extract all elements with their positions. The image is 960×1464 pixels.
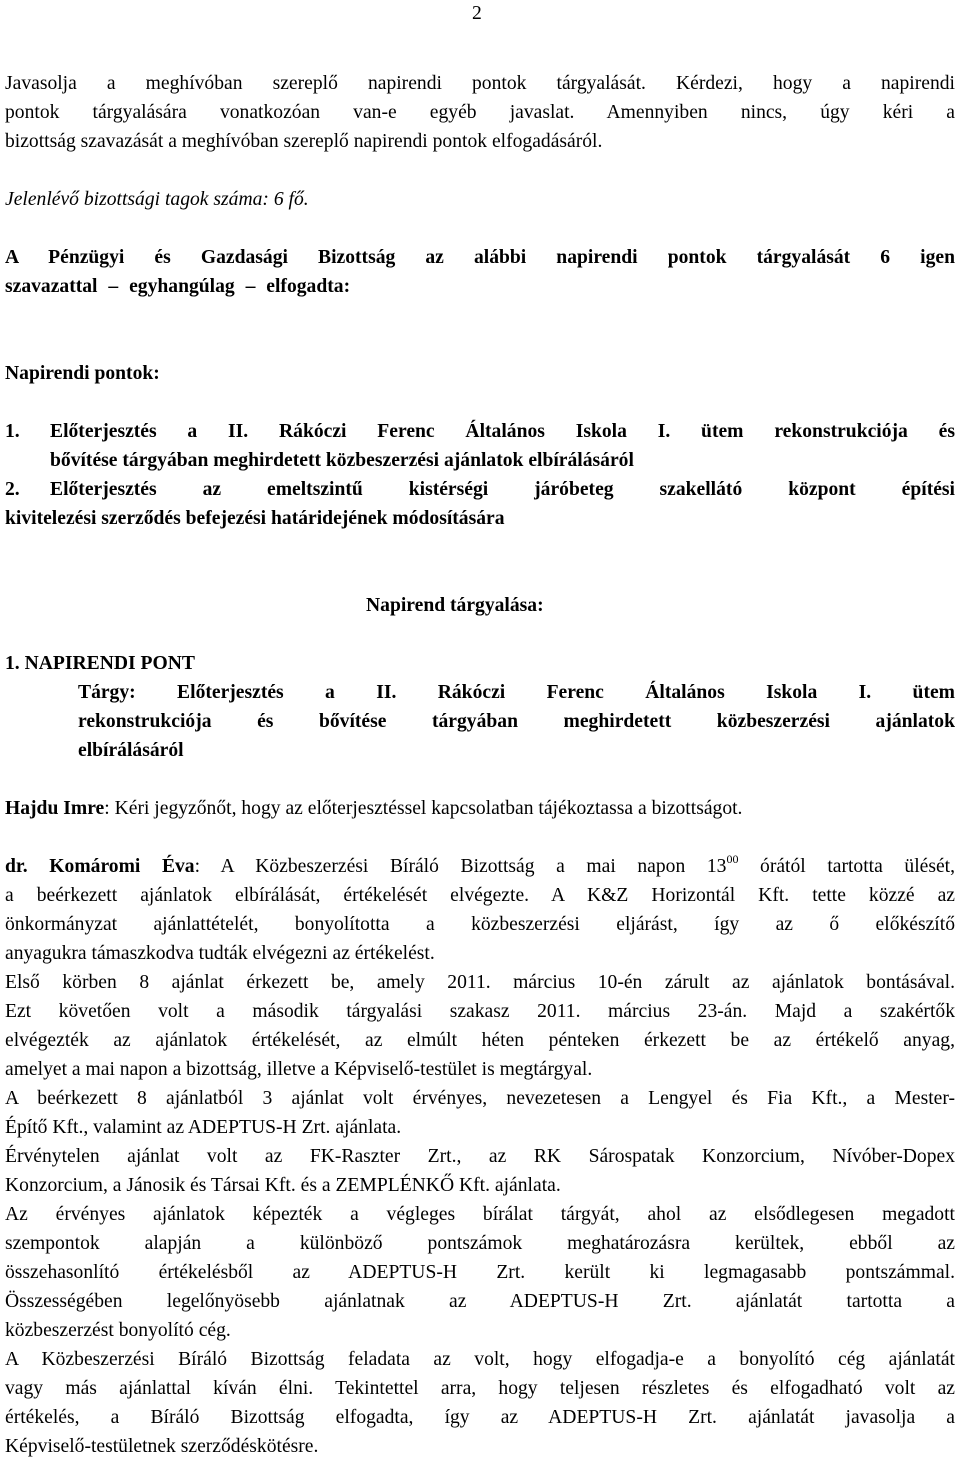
page-number: 2 [472,3,482,24]
agenda-item-1-number: 1. [5,421,20,442]
komaromi-line: önkormányzat ajánlattételét, bonyolította a közbeszerzési eljárást, így az ő előkészítő [5,914,955,935]
agenda-item-2-number: 2. [5,479,20,500]
komaromi-line: közbeszerzést bonyolító cég. [5,1320,231,1341]
komaromi-line: Az érvényes ajánlatok képezték a végleges bírálat tárgyát, ahol az elsődlegesen megadott [5,1204,955,1225]
speaker-title: dr. [5,856,28,877]
decision-line-1: A Pénzügyi és Gazdasági Bizottság az alábbi napirendi pontok tárgyalását 6 igen [5,247,955,268]
agenda-item-1-line-2: bővítése tárgyában meghirdetett közbeszerzési ajánlatok elbírálásáról [50,450,634,471]
komaromi-line: vagy más ajánlattal kíván élni. Tekintettel arra, hogy teljesen részletes és elfogadható volt az [5,1378,955,1399]
intro-line-2: pontok tárgyalására vonatkozóan van-e egyéb javaslat. Amennyiben nincs, úgy kéri a [5,102,955,123]
time-superscript: 00 [726,852,739,866]
komaromi-first-line [5,852,955,881]
komaromi-line: összehasonlító értékelésből az ADEPTUS-H Zrt. került ki legmagasabb pontszámmal. [5,1262,955,1283]
speaker-name: Hajdu Imre [5,798,105,819]
hajdu-statement [5,794,742,823]
intro-line-3: bizottság szavazását a meghívóban szereplő napirendi pontok elfogadásáról. [5,131,603,152]
komaromi-line: Összességében legelőnyösebb ajánlatnak az ADEPTUS-H Zrt. ajánlatát tartotta a [5,1291,955,1312]
komaromi-line: Konzorcium, a Jánosik és Társai Kft. és a ZEMPLÉNKŐ Kft. ajánlata. [5,1175,561,1196]
statement-text: : Kéri jegyzőnőt, hogy az előterjesztéssel kapcsolatban tájékoztassa a bizottságot. [104,798,743,819]
attendance-text: Jelenlévő bizottsági tagok száma: 6 fő. [5,189,309,210]
komaromi-line: a beérkezett ajánlatok elbírálását, értékelését elvégezte. A K&Z Horizontál Kft. tette közzé az [5,885,955,906]
point-1-subject-line-3: elbírálásáról [78,740,184,761]
agenda-item-2-line-2: kivitelezési szerződés befejezési határidejének módosítására [5,508,505,529]
agenda-heading: Napirendi pontok: [5,363,160,384]
komaromi-line: A beérkezett 8 ajánlatból 3 ajánlat volt érvényes, nevezetesen a Lengyel és Fia Kft., a Mester- [5,1088,955,1109]
point-1-subject-line-2: rekonstrukciója és bővítése tárgyában meghirdetett közbeszerzési ajánlatok [78,711,955,732]
komaromi-line: Érvénytelen ajánlat volt az FK-Raszter Zrt., az RK Sárospatak Konzorcium, Nívóber-Dopex [5,1146,955,1167]
point-1-label: 1. NAPIRENDI PONT [5,653,195,674]
komaromi-line: elvégezték az ajánlatok értékelését, az elmúlt héten pénteken érkezett be az értékelő anyag, [5,1030,955,1051]
statement-text: órától tartotta ülését, [738,856,955,877]
decision-line-2: szavazattal – egyhangúlag – elfogadta: [5,276,351,297]
komaromi-line: amelyet a mai napon a bizottság, illetve a Képviselő-testület is megtárgyal. [5,1059,593,1080]
komaromi-line: Ezt követően volt a második tárgyalási szakasz 2011. március 23-án. Majd a szakértők [5,1001,955,1022]
komaromi-line: értékelés, a Bíráló Bizottság elfogadta, így az ADEPTUS-H Zrt. ajánlatát javasolja a [5,1407,955,1428]
komaromi-line: szempontok alapján a különböző pontszámok meghatározásra kerültek, ebből az [5,1233,955,1254]
discussion-heading: Napirend tárgyalása: [366,595,544,616]
point-1-subject-line-1: Tárgy: Előterjesztés a II. Rákóczi Ferenc Általános Iskola I. ütem [78,682,955,703]
komaromi-line: Első körben 8 ajánlat érkezett be, amely 2011. március 10-én zárult az ajánlatok bontásával. [5,972,955,993]
komaromi-line: Képviselő-testületnek szerződéskötésre. [5,1436,319,1457]
komaromi-line: Építő Kft., valamint az ADEPTUS-H Zrt. ajánlata. [5,1117,402,1138]
komaromi-line: anyagukra támaszkodva tudták elvégezni az értékelést. [5,943,435,964]
intro-line-1: Javasolja a meghívóban szereplő napirendi pontok tárgyalását. Kérdezi, hogy a napirendi [5,73,955,94]
speaker-name: Komáromi Éva [49,856,195,877]
agenda-item-2-line-1: Előterjesztés az emeltszintű kistérségi járóbeteg szakellátó központ építési [50,479,955,500]
komaromi-line: A Közbeszerzési Bíráló Bizottság feladata az volt, hogy elfogadja-e a bonyolító cég ajánlatát [5,1349,955,1370]
agenda-item-1-line-1: Előterjesztés a II. Rákóczi Ferenc Általános Iskola I. ütem rekonstrukciója és [50,421,955,442]
statement-text: : A Közbeszerzési Bíráló Bizottság a mai napon 13 [194,856,727,877]
